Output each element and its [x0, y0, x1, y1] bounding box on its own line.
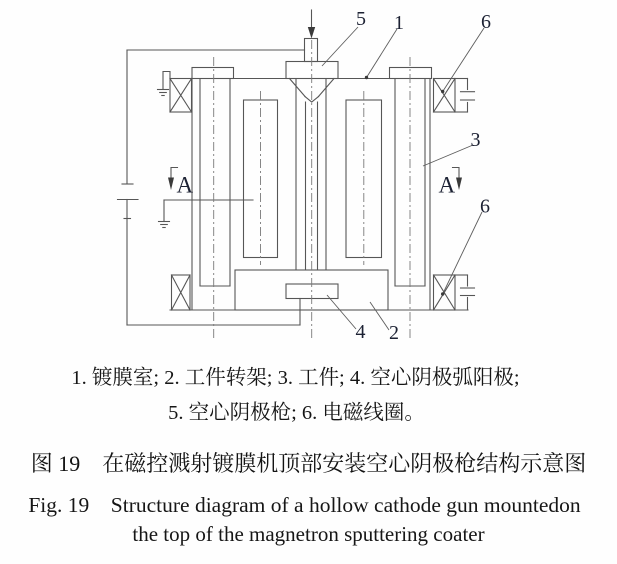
- electromagnetic-coil-bottom-right: [434, 275, 456, 310]
- part-label-chamber: 1: [394, 12, 404, 34]
- legend-line-1: 1. 镀膜室; 2. 工件转架; 3. 工件; 4. 空心阴极弧阳极;: [71, 367, 520, 389]
- figure-caption-en-line2: the top of the magnetron sputtering coater: [132, 522, 485, 546]
- section-marker-left: [168, 168, 194, 198]
- part-label-anode: 4: [355, 321, 366, 343]
- figure-caption-zh: 图 19 在磁控溅射镀膜机顶部安装空心阴极枪结构示意图: [30, 451, 587, 476]
- workpiece-column-outer-left: [200, 79, 230, 287]
- figure-caption-en-line1: Fig. 19 Structure diagram of a hollow cathode gun mountedon: [28, 493, 581, 517]
- part-label-coil-top: 6: [481, 11, 491, 33]
- ground-symbol-top-left: [158, 72, 171, 96]
- gas-inlet-arrow: [308, 27, 315, 39]
- power-supply-wiring: [118, 50, 305, 325]
- frame-ground-wire: [159, 200, 254, 228]
- top-flange-right: [390, 68, 432, 79]
- electromagnetic-coil-top-left: [170, 79, 192, 113]
- electromagnetic-coil-top-right: [434, 79, 456, 113]
- part-label-gun: 5: [356, 8, 366, 30]
- central-shaft: [296, 79, 326, 271]
- legend-line-2: 5. 空心阴极枪; 6. 电磁线圈。: [168, 402, 425, 424]
- coil-feed-bottom-right: [455, 275, 475, 310]
- electromagnetic-coil-bottom-left: [172, 275, 191, 310]
- coil-feed-top-right: [455, 79, 475, 113]
- section-label-a-left: A: [176, 172, 194, 198]
- part-label-coil-bottom: 6: [480, 195, 490, 218]
- section-marker-right: [439, 168, 463, 198]
- part-label-workpiece: 3: [470, 129, 481, 151]
- top-flange-left: [192, 68, 234, 79]
- coating-chamber: [170, 68, 468, 311]
- hollow-cathode-gun: [286, 10, 338, 102]
- section-label-a-right: A: [438, 172, 456, 198]
- part-label-turntable: 2: [389, 322, 399, 344]
